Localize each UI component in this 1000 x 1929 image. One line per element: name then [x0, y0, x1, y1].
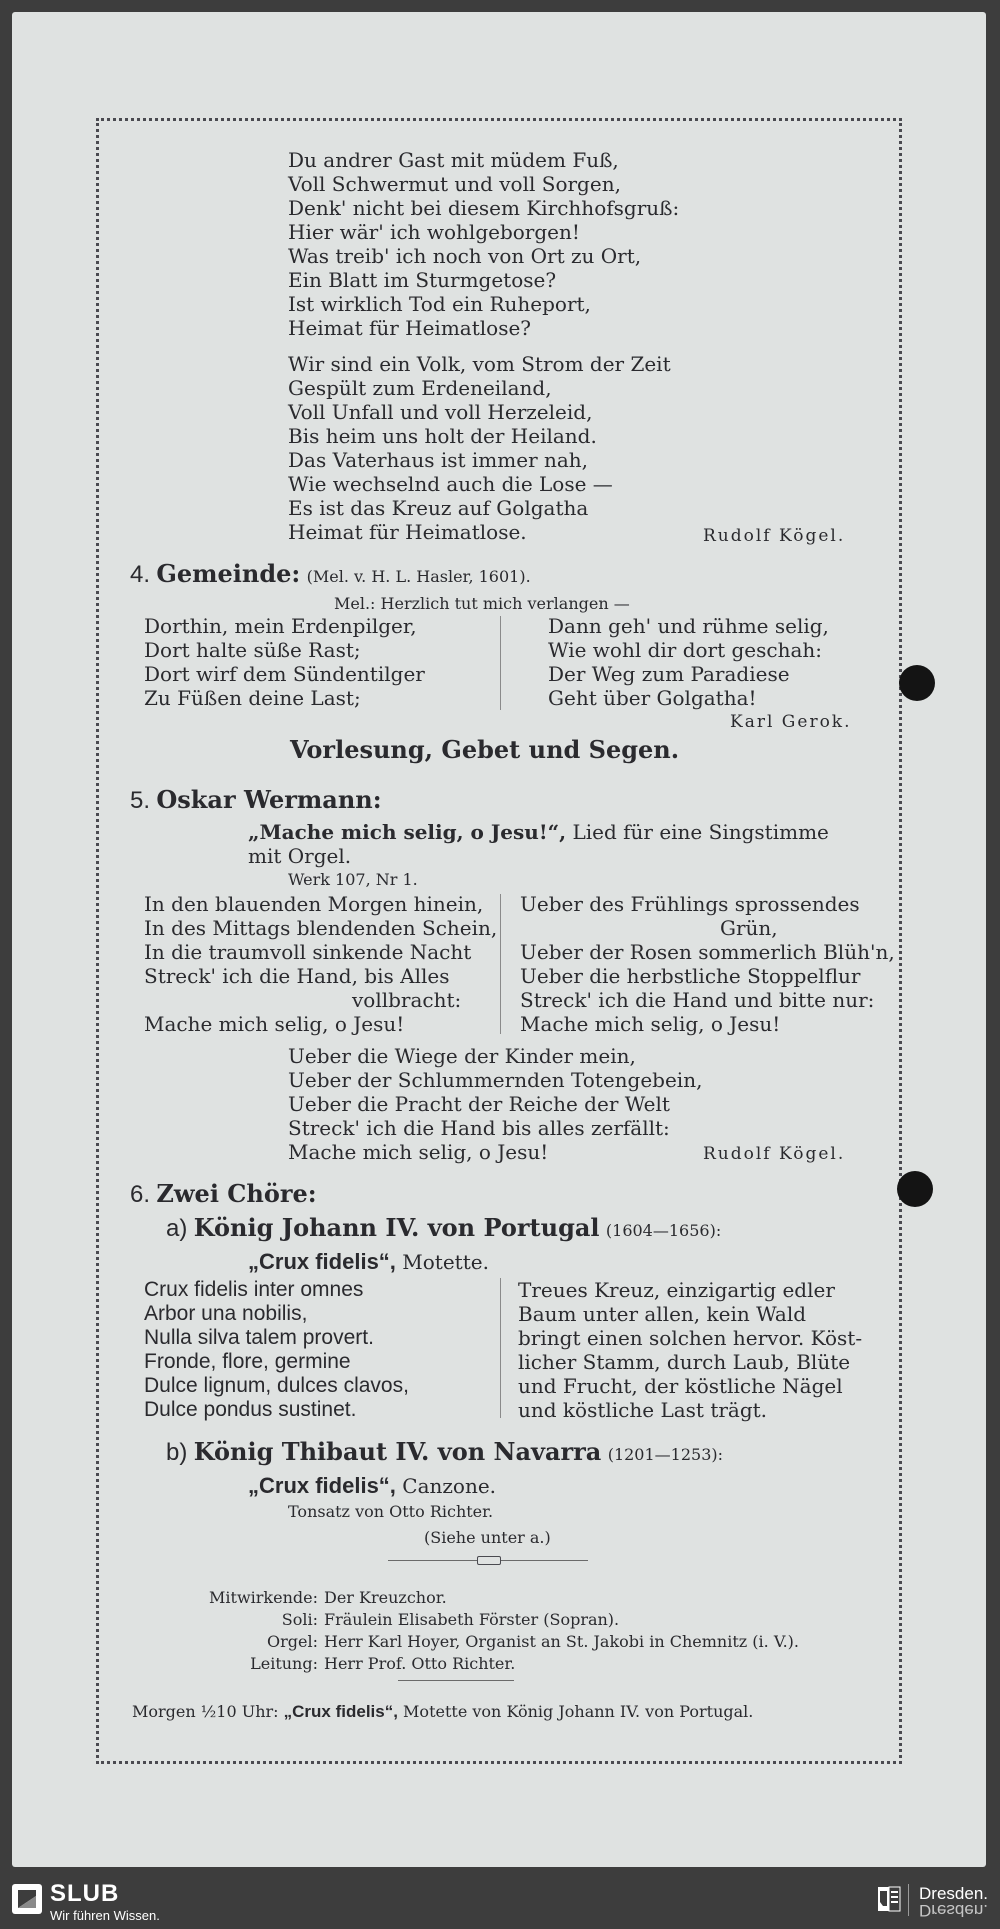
tomorrow-rest: Motette von König Johann IV. von Portugal. — [403, 1702, 754, 1721]
verse-line: Streck' ich die Hand und bitte nur: — [520, 988, 875, 1012]
poem-line: Du andrer Gast mit müdem Fuß, — [288, 148, 619, 172]
section-4-note: (Mel. v. H. L. Hasler, 1601). — [306, 567, 531, 586]
credit-role: Leitung: — [250, 1654, 318, 1673]
section-5-work — [248, 820, 829, 844]
translation-line: und Frucht, der köstliche Nägel — [518, 1374, 843, 1398]
credit-role: Orgel: — [267, 1632, 318, 1651]
verse-line: Dorthin, mein Erdenpilger, — [144, 614, 417, 638]
section-4-author: Karl Gerok. — [730, 712, 852, 732]
brand-name[interactable]: SLUB — [50, 1880, 120, 1907]
poem-line: Wie wechselnd auch die Lose — — [288, 472, 613, 496]
section-6-title: Zwei Chöre: — [156, 1179, 317, 1208]
poem-line: Was treib' ich noch von Ort zu Ort, — [288, 244, 642, 268]
work-opus: Werk 107, Nr 1. — [288, 870, 418, 889]
poem-line: Das Vaterhaus ist immer nah, — [288, 448, 589, 472]
verse-line: Dann geh' und rühme selig, — [548, 614, 829, 638]
credit-name: Herr Karl Hoyer, Organist an St. Jakobi in Chemnitz (i. V.). — [324, 1632, 799, 1651]
work-description: Lied für eine Singstimme — [572, 820, 829, 844]
work-description-cont: mit Orgel. — [248, 844, 352, 868]
verse-line: Grün, — [720, 916, 778, 940]
translation-line: bringt einen solchen hervor. Köst- — [518, 1326, 863, 1350]
tomorrow-work: „Crux fidelis“, — [283, 1702, 398, 1721]
verse-line: Ueber die Pracht der Reiche der Welt — [288, 1092, 670, 1116]
poem-stanza-2 — [288, 352, 671, 544]
section-5-stanza-3 — [288, 1044, 702, 1164]
verse-line: Zu Füßen deine Last; — [144, 686, 361, 710]
latin-line: Arbor una nobilis, — [144, 1302, 308, 1325]
verse-line: Streck' ich die Hand bis alles zerfällt: — [288, 1116, 670, 1140]
poem-line: Heimat für Heimatlose? — [288, 316, 532, 340]
verse-line: Der Weg zum Paradiese — [548, 662, 790, 686]
verse-line: Dort wirf dem Sündentilger — [144, 662, 425, 686]
section-5-right-column — [520, 892, 895, 1036]
verse-line: Ueber die herbstliche Stoppelflur — [520, 964, 861, 988]
poem-line: Voll Schwermut und voll Sorgen, — [288, 172, 621, 196]
verse-line: Wie wohl dir dort geschah: — [548, 638, 823, 662]
tomorrow-time: Morgen ½10 Uhr: — [132, 1702, 279, 1721]
choir-a-work — [248, 1250, 489, 1274]
choir-b-composer: König Thibaut IV. von Navarra — [193, 1437, 602, 1466]
punch-hole — [897, 1171, 933, 1207]
credit-name: Der Kreuzchor. — [324, 1588, 447, 1607]
poem-line: Gespült zum Erdeneiland, — [288, 376, 552, 400]
section-4-right-column — [548, 614, 829, 710]
credits-rule — [398, 1680, 514, 1681]
translation-line: Treues Kreuz, einzigartig edler — [518, 1278, 835, 1302]
verse-line: Mache mich selig, o Jesu! — [288, 1140, 549, 1164]
verse-line: vollbracht: — [352, 988, 462, 1012]
column-divider — [500, 616, 501, 710]
section-4-left-column — [144, 614, 425, 710]
german-translation — [518, 1278, 862, 1422]
poem-line: Es ist das Kreuz auf Golgatha — [288, 496, 589, 520]
credit-name: Fräulein Elisabeth Förster (Sopran). — [324, 1610, 620, 1629]
footer-bar — [0, 1876, 1000, 1929]
tomorrow-announcement — [132, 1700, 753, 1724]
section-5-left-column — [144, 892, 497, 1036]
latin-line: Dulce pondus sustinet. — [144, 1398, 357, 1421]
choir-a-composer: König Johann IV. von Portugal — [193, 1213, 600, 1242]
poem-line: Bis heim uns holt der Heiland. — [288, 424, 597, 448]
verse-line: Mache mich selig, o Jesu! — [520, 1012, 781, 1036]
latin-line: Crux fidelis inter omnes — [144, 1278, 364, 1301]
poem-line: Denk' nicht bei diesem Kirchhofsgruß: — [288, 196, 680, 220]
dresden-wordmark[interactable]: Dresden. Dresden. — [919, 1884, 988, 1920]
translation-line: licher Stamm, durch Laub, Blüte — [518, 1350, 851, 1374]
interlude-heading: Vorlesung, Gebet und Segen. — [290, 735, 680, 764]
brand-tagline: Wir führen Wissen. — [50, 1908, 160, 1923]
verse-line: In des Mittags blendenden Schein, — [144, 916, 498, 940]
choir-b-years: (1201—1253): — [607, 1445, 724, 1464]
poem-stanza-1 — [288, 148, 679, 340]
poem-line: Hier wär' ich wohlgeborgen! — [288, 220, 580, 244]
choir-a-heading: a) König Johann IV. von Portugal (1604—1656): — [166, 1213, 722, 1242]
poem-line: Heimat für Heimatlose. — [288, 520, 527, 544]
verse-line: Ueber der Schlummernden Totengebein, — [288, 1068, 703, 1092]
section-4-heading: 4. Gemeinde: (Mel. v. H. L. Hasler, 1601). — [130, 559, 531, 588]
choir-a-kind: Motette. — [402, 1250, 489, 1274]
verse-line: Ueber der Rosen sommerlich Blüh'n, — [520, 940, 895, 964]
choir-b-title: „Crux fidelis“, — [248, 1473, 396, 1498]
credit-role: Soli: — [281, 1610, 318, 1629]
choir-a-title: „Crux fidelis“, — [248, 1249, 396, 1274]
poem-line: Ein Blatt im Sturmgetose? — [288, 268, 557, 292]
slub-logo-icon — [12, 1884, 42, 1914]
latin-line: Dulce lignum, dulces clavos, — [144, 1374, 409, 1397]
dresden-wordmark-mirror: Dresden. — [919, 1901, 988, 1920]
verse-line: Streck' ich die Hand, bis Alles — [144, 964, 450, 988]
verse-line: Ueber des Frühlings sprossendes — [520, 892, 860, 916]
verse-line: Ueber die Wiege der Kinder mein, — [288, 1044, 636, 1068]
verse-line: In den blauenden Morgen hinein, — [144, 892, 484, 916]
section-6-heading: 6. Zwei Chöre: — [130, 1179, 317, 1208]
section-5-author: Rudolf Kögel. — [703, 1144, 846, 1164]
column-divider — [500, 894, 501, 1034]
section-5-title: Oskar Wermann: — [156, 785, 382, 814]
verse-line: Mache mich selig, o Jesu! — [144, 1012, 405, 1036]
section-5-heading: 5. Oskar Wermann: — [130, 785, 382, 814]
choir-b-work — [248, 1474, 496, 1498]
column-divider — [500, 1278, 501, 1418]
verse-line: Dort halte süße Rast; — [144, 638, 361, 662]
footer-separator — [908, 1884, 909, 1916]
credit-role: Mitwirkende: — [209, 1588, 318, 1607]
poem-line: Ist wirklich Tod ein Ruheport, — [288, 292, 591, 316]
choir-a-years: (1604—1656): — [605, 1221, 722, 1240]
section-4-title: Gemeinde: — [156, 559, 301, 588]
translation-line: und köstliche Last trägt. — [518, 1398, 768, 1422]
choir-b-kind: Canzone. — [402, 1474, 497, 1498]
latin-line: Nulla silva talem provert. — [144, 1326, 374, 1349]
credit-name: Herr Prof. Otto Richter. — [324, 1654, 516, 1673]
verse-line: Geht über Golgatha! — [548, 686, 757, 710]
section-4-melody: Mel.: Herzlich tut mich verlangen — — [334, 594, 630, 613]
translation-line: Baum unter allen, kein Wald — [518, 1302, 807, 1326]
punch-hole — [899, 665, 935, 701]
choir-b-arrangement: Tonsatz von Otto Richter. — [288, 1502, 494, 1521]
choir-b-see-note: (Siehe unter a.) — [424, 1528, 551, 1547]
poem-author: Rudolf Kögel. — [703, 526, 846, 546]
verse-line: In die traumvoll sinkende Nacht — [144, 940, 472, 964]
choir-b-heading: b) König Thibaut IV. von Navarra (1201—1253): — [166, 1437, 724, 1466]
dresden-coat-of-arms-icon — [877, 1886, 901, 1912]
latin-line: Fronde, flore, germine — [144, 1350, 351, 1373]
poem-line: Wir sind ein Volk, vom Strom der Zeit — [288, 352, 671, 376]
latin-text — [144, 1278, 409, 1422]
poem-line: Voll Unfall und voll Herzeleid, — [288, 400, 593, 424]
ornament-icon — [477, 1556, 501, 1565]
work-title: „Mache mich selig, o Jesu!“, — [248, 820, 567, 844]
